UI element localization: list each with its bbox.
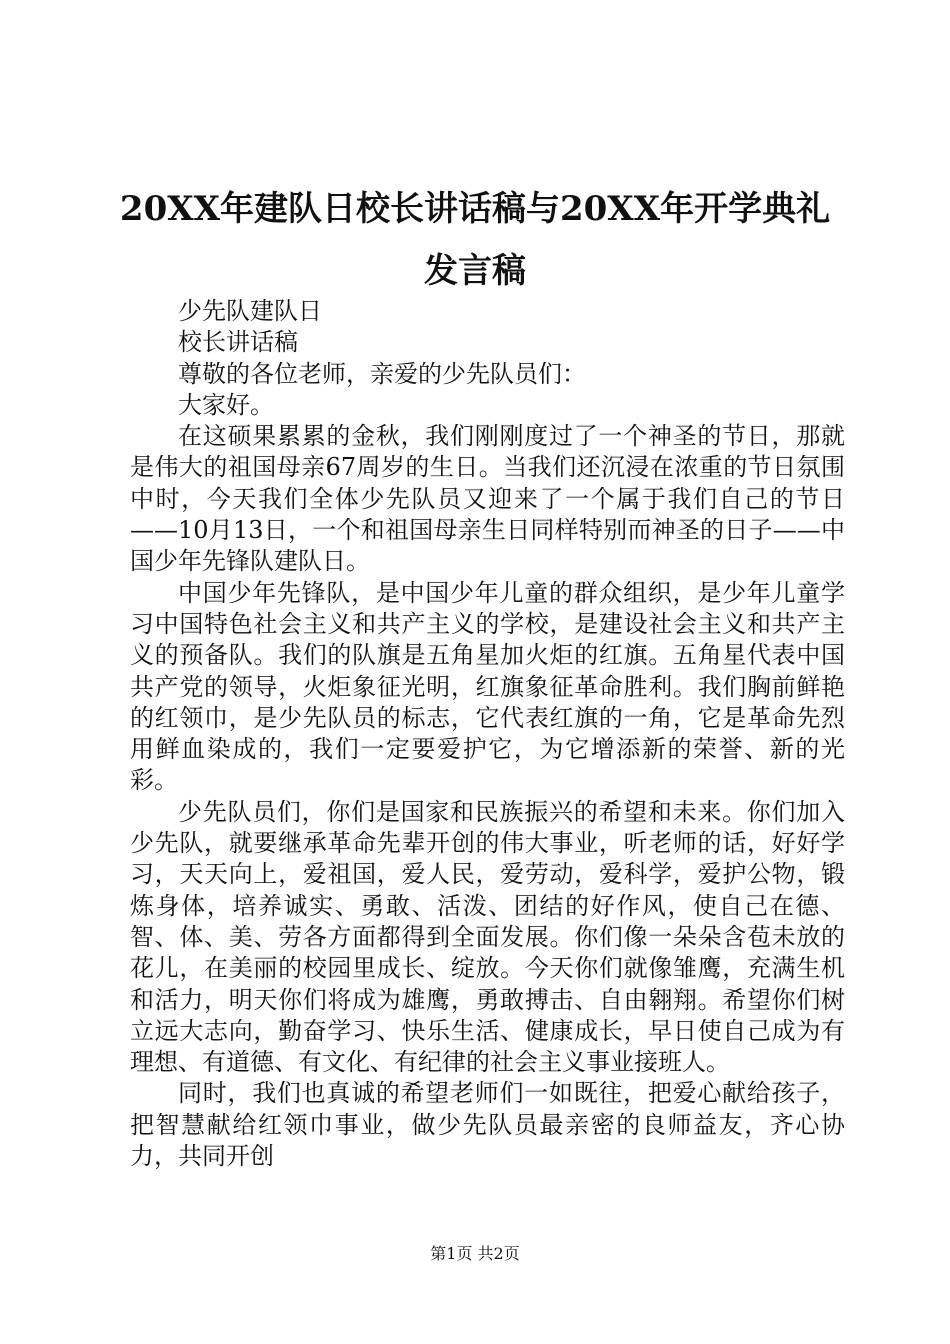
paragraph-heading-2: 校长讲话稿	[178, 328, 298, 357]
document-title	[100, 178, 850, 302]
paragraph: 少先队员们，你们是国家和民族振兴的希望和未来。你们加入少先队，就要继承革命先辈开创的伟大事业，听老师的话，好好学习，天天向上，爱祖国，爱人民，爱劳动，爱科学，爱护公物，锻炼身体，培养诚实、勇敢、活泼、团结的好作风，使自己在德、智、体、美、劳各方面都得到全面发展。你们像一朵朵含苞未放的花儿，在美丽的校园里成长、绽放。今天你们就像雏鹰，充满生机和活力，明天你们将成为雄鹰，勇敢搏击、自由翱翔。希望你们树立远大志向，勤奋学习、快乐生活、健康成长，早日使自己成为有理想、有道德、有文化、有纪律的社会主义事业接班人。	[130, 797, 845, 1077]
salutation: 尊敬的各位老师，亲爱的少先队员们：	[178, 359, 586, 388]
paragraph-heading-1: 少先队建队日	[178, 297, 322, 325]
paragraph: 中国少年先锋队，是中国少年儿童的群众组织，是少年儿童学习中国特色社会主义和共产主义的学校，是建设社会主义和共产主义的预备队。我们的队旗是五角星加火炬的红旗。五角星代表中国共产党的领导，火炬象征光明，红旗象征革命胜利。我们胸前鲜艳的红领巾，是少先队员的标志，它代表红旗的一角，它是革命先烈用鲜血染成的，我们一定要爱护它，为它增添新的荣誉、新的光彩。	[130, 578, 845, 795]
document-body	[130, 296, 845, 1172]
title-line-2: 发言稿	[424, 251, 526, 291]
title-line-1: 20XX年建队日校长讲话稿与20XX年开学典礼	[119, 189, 831, 229]
greeting: 大家好。	[178, 390, 274, 419]
paragraph: 同时，我们也真诚的希望老师们一如既往，把爱心献给孩子，把智慧献给红领巾事业，做少先队员最亲密的良师益友，齐心协力，共同开创	[130, 1079, 845, 1171]
page-footer: 第1页 共2页	[430, 1244, 520, 1263]
paragraph: 在这硕果累累的金秋，我们刚刚度过了一个神圣的节日，那就是伟大的祖国母亲67周岁的生日。当我们还沉浸在浓重的节日氛围中时，今天我们全体少先队员又迎来了一个属于我们自己的节日——10月13日，一个和祖国母亲生日同样特别而神圣的日子——中国少年先锋队建队日。	[130, 422, 845, 576]
